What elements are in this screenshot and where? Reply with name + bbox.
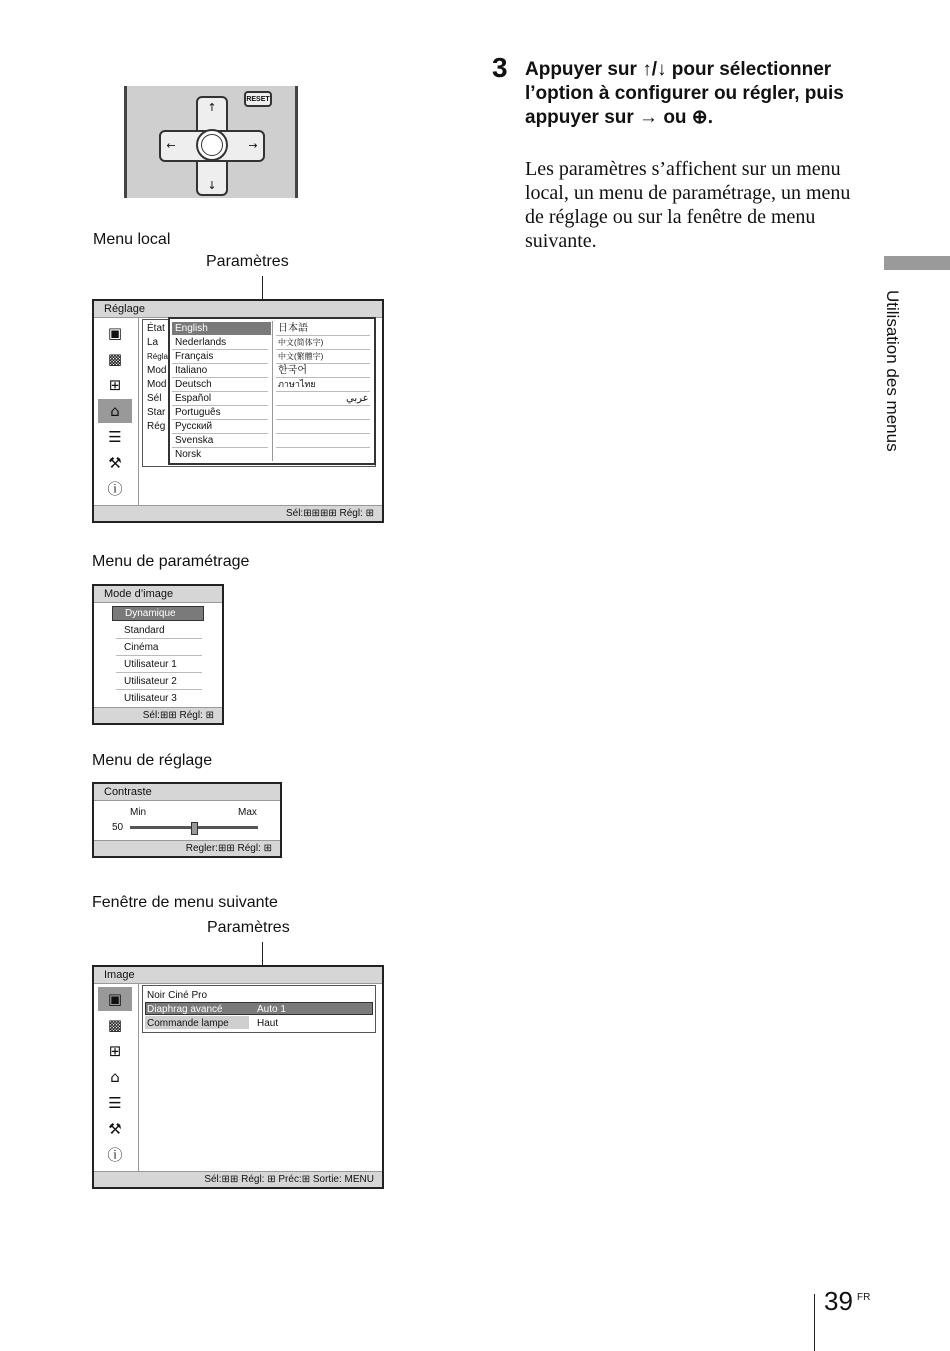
slider-max-label: Max [238,807,257,818]
screen-title: Réglage [94,301,382,318]
screen-title: Image [94,967,382,984]
slider-value: 50 [112,822,124,833]
reset-button: RESET [244,91,272,107]
screen-icon: ⊞ [108,376,122,394]
menu-icon-column [94,317,139,505]
language-item: ภาษาไทย [278,379,316,389]
setup-icon: ⌂ [98,399,132,423]
step-description: Les paramètres s’affichent sur un menu local, un menu de paramétrage, un menu de réglage ou sur la fenêtre de menu suivante. [525,158,851,252]
function-icon: ☰ [108,428,122,446]
setup-icon: ⌂ [110,1068,120,1086]
language-item: Русский [175,421,213,432]
info-icon: ⓘ [107,1146,123,1164]
language-item: English [172,322,271,335]
behind-list: État La Régla Mod Mod Sél Star Rég [142,319,376,467]
language-item: Français [175,351,214,362]
page-number: 39 [824,1286,853,1316]
language-item: Deutsch [175,379,212,390]
screen-footer: Sél:⊞⊞ Régl: ⊞ Préc:⊞ Sortie: MENU [94,1171,382,1187]
language-code: FR [857,1292,871,1303]
language-item: 中文(繁體字) [278,352,324,361]
label-menu-reglage: Menu de réglage [92,752,213,769]
screen-footer: Sél:⊞⊞⊞⊞ Régl: ⊞ [94,505,382,521]
slider-min-label: Min [130,807,147,818]
arrow-right-icon: → [248,139,258,152]
language-item: 한국어 [278,365,307,376]
picture-icon: ▣ [107,324,123,342]
language-item: Svenska [175,435,214,446]
arrow-left-icon: ← [166,139,176,152]
next-menu-value: Haut [257,1018,279,1029]
picture-adjust-icon: ▩ [107,1016,123,1034]
adjust-menu-screen [92,782,282,858]
label-menu-local: Menu local [93,231,171,248]
settings-item: Cinéma [124,642,159,653]
function-icon: ☰ [108,1094,122,1112]
section-label: Utilisation des menus [883,290,902,452]
settings-item: Standard [124,625,165,636]
language-item: Español [175,393,212,404]
arrow-down-icon: ↓ [207,179,217,192]
picture-adjust-icon: ▩ [107,350,123,368]
settings-menu-screen [92,584,224,725]
step-instruction: Appuyer sur ↑/↓ pour sélectionner l’option à configurer ou régler, puis appuyer sur → ou ⊕. [525,59,844,128]
settings-item: Dynamique [112,606,204,621]
remote-control [124,86,298,198]
label-parametres-2: Paramètres [207,919,290,936]
next-menu-item: Noir Ciné Pro [147,990,208,1001]
arrow-up-icon: ↑ [207,101,217,114]
popup-menu-screen [92,299,384,523]
settings-item: Utilisateur 2 [124,676,177,687]
next-menu-item: Commande lampe [147,1018,229,1029]
picture-icon: ▣ [98,987,132,1011]
screen-icon: ⊞ [108,1042,122,1060]
info-icon: ⓘ [107,480,123,498]
language-item: 中文(简体字) [278,338,324,347]
screen-footer: Sél:⊞⊞ Régl: ⊞ [94,707,222,723]
installation-icon: ⚒ [108,1120,122,1138]
section-tab-marker [884,256,950,270]
slider-track [130,826,258,829]
next-menu-list [142,985,376,1033]
slider-thumb [191,822,198,835]
next-menu-value: Auto 1 [257,1004,286,1015]
step-number: 3 [492,52,508,83]
screen-title: Mode d’image [94,586,222,603]
label-menu-parametrage: Menu de paramétrage [92,553,250,570]
screen-footer: Regler:⊞⊞ Régl: ⊞ [94,840,280,856]
page-number-rule [814,1294,815,1351]
language-item: عربي [346,393,369,404]
language-item: Italiano [175,365,208,376]
language-item: Português [175,407,221,418]
direction-pad [159,96,265,196]
installation-icon: ⚒ [108,454,122,472]
label-parametres: Paramètres [206,253,289,270]
settings-item: Utilisateur 1 [124,659,177,670]
settings-item: Utilisateur 3 [124,693,177,704]
language-popup [168,317,376,465]
language-item: 日本語 [278,323,308,334]
menu-icon-column [94,983,139,1171]
next-menu-screen [92,965,384,1189]
language-item: Norsk [175,449,202,460]
screen-title: Contraste [94,784,280,801]
next-menu-item: Diaphrag avancé [147,1004,223,1015]
language-item: Nederlands [175,337,227,348]
label-fenetre-suivante: Fenêtre de menu suivante [92,894,278,911]
